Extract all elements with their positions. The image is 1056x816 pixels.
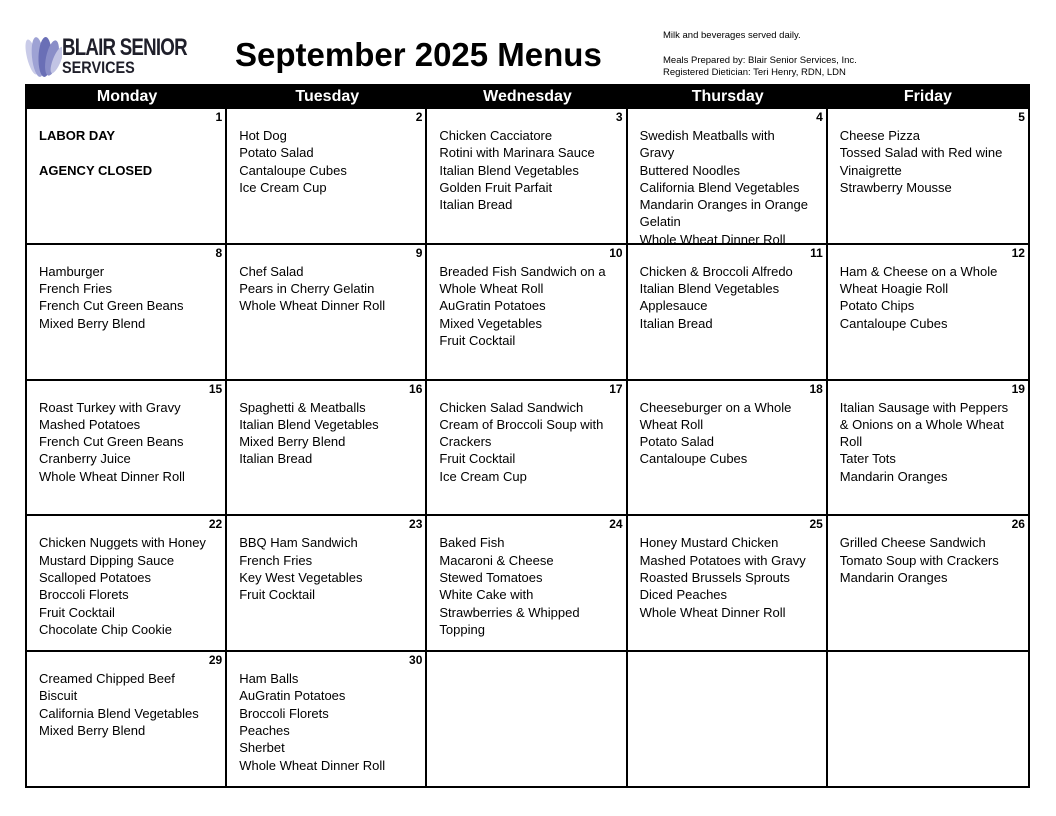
menu-item-list (640, 399, 822, 468)
menu-item: Ice Cream Cup (239, 179, 327, 195)
menu-item-list (439, 534, 621, 638)
menu-item: Ham Balls (239, 671, 299, 687)
page-title: September 2025 Menus (235, 36, 602, 73)
menu-item: Chicken & Broccoli Alfredo (639, 263, 793, 279)
menu-item: Creamed Chipped Beef (39, 671, 175, 687)
calendar-day-cell (27, 379, 227, 515)
menu-item-list (439, 127, 621, 213)
menu-item: Crackers (439, 434, 492, 450)
day-number: 30 (409, 653, 423, 668)
menu-item: Chocolate Chip Cookie (39, 621, 172, 637)
day-number: 12 (1011, 245, 1025, 260)
menu-item: Honey Mustard Chicken (639, 535, 779, 551)
day-number: 22 (208, 517, 223, 532)
menu-item-list (840, 399, 1024, 485)
calendar-day-cell (828, 514, 1028, 650)
menu-calendar (25, 84, 1030, 788)
menu-item: Roast Turkey with Gravy (39, 399, 181, 415)
menu-item: Wheat Roll (639, 416, 704, 432)
menu-item: Cranberry Juice (39, 451, 131, 467)
menu-item-list (239, 263, 421, 315)
menu-item: French Fries (239, 552, 313, 568)
day-number: 4 (816, 110, 823, 124)
menu-item: White Cake with (439, 587, 534, 603)
menu-item-list (39, 670, 221, 739)
weekday-header-wednesday: Wednesday (427, 86, 627, 107)
weekday-header-monday: Monday (27, 86, 227, 107)
menu-item: Tossed Salad with Red wine (839, 145, 1003, 161)
menu-item: Buttered Noodles (639, 162, 741, 178)
menu-item: Strawberries & Whipped (439, 604, 580, 620)
menu-item: Macaroni & Cheese (439, 552, 554, 568)
calendar-day-cell (628, 107, 828, 243)
menu-item: Spaghetti & Meatballs (239, 399, 366, 415)
calendar-day-cell (227, 243, 427, 379)
menu-item-list (640, 127, 822, 243)
menu-item: Stewed Tomatoes (439, 569, 543, 585)
closure-text: LABOR DAY (39, 128, 116, 143)
menu-item: Whole Wheat Dinner Roll (239, 298, 386, 314)
calendar-day-cell (828, 650, 1028, 786)
menu-item: French Cut Green Beans (39, 298, 184, 314)
menu-item-list (39, 399, 221, 485)
day-number: 8 (215, 245, 223, 260)
menu-item: Italian Bread (439, 197, 513, 213)
menu-item: Cheeseburger on a Whole (639, 399, 792, 415)
menu-item-list (239, 127, 421, 196)
day-number: 25 (809, 517, 823, 532)
lotus-logo-icon (24, 33, 62, 79)
menu-item: Cantaloupe Cubes (639, 451, 748, 467)
closure-text: AGENCY CLOSED (39, 163, 153, 179)
logo-text-primary: BLAIR SENIOR (62, 34, 187, 61)
menu-item-list (640, 534, 822, 620)
menu-item: Fruit Cocktail (39, 604, 115, 620)
menu-item: Breaded Fish Sandwich on a (439, 263, 606, 279)
calendar-day-cell (227, 650, 427, 786)
menu-item: Biscuit (39, 688, 78, 704)
menu-item: California Blend Vegetables (639, 179, 800, 195)
menu-item: Cheese Pizza (839, 128, 921, 143)
menu-item: Hot Dog (239, 128, 287, 143)
menu-item: Roasted Brussels Sprouts (639, 569, 790, 585)
menu-item-list (239, 670, 421, 774)
menu-item: BBQ Ham Sandwich (239, 535, 358, 551)
menu-item: Golden Fruit Parfait (439, 179, 553, 195)
menu-item: Mandarin Oranges (839, 569, 948, 585)
weekday-header-thursday: Thursday (628, 86, 828, 107)
menu-item: Cantaloupe Cubes (239, 162, 347, 178)
menu-item: Chicken Nuggets with Honey (39, 535, 206, 551)
menu-item: Italian Blend Vegetables (439, 162, 579, 178)
menu-item: Ice Cream Cup (439, 468, 527, 484)
menu-item: Strawberry Mousse (839, 179, 952, 195)
menu-item: Hamburger (39, 263, 105, 279)
menu-item: Rotini with Marinara Sauce (439, 145, 595, 161)
calendar-day-cell (227, 107, 427, 243)
menu-item: Fruit Cocktail (439, 332, 516, 348)
menu-item: Vinaigrette (839, 162, 902, 178)
menu-item: French Cut Green Beans (39, 434, 184, 450)
day-number: 26 (1011, 517, 1025, 532)
menu-item-list (439, 263, 621, 349)
day-number: 18 (809, 381, 823, 396)
logo-text-secondary: SERVICES (62, 58, 135, 77)
menu-item: Diced Peaches (639, 587, 728, 603)
day-number: 15 (208, 381, 223, 396)
calendar-day-cell (427, 107, 627, 243)
menu-item: Whole Wheat Dinner Roll (239, 757, 386, 773)
menu-item: Mixed Berry Blend (39, 315, 146, 331)
calendar-day-cell (427, 650, 627, 786)
menu-item: Baked Fish (439, 535, 505, 551)
calendar-day-cell (227, 379, 427, 515)
menu-item: Whole Wheat Dinner Roll (639, 231, 786, 243)
menu-item: Chicken Cacciatore (439, 128, 553, 143)
menu-item: Chef Salad (239, 263, 304, 279)
logo (24, 33, 204, 79)
menu-item-list (840, 263, 1024, 332)
day-number: 11 (810, 245, 823, 260)
menu-item-list (439, 399, 621, 485)
menu-item-list (239, 534, 421, 603)
menu-item-list (840, 127, 1024, 196)
menu-item: Roll (839, 434, 863, 450)
day-number: 16 (409, 381, 423, 396)
menu-item: Broccoli Florets (239, 705, 329, 721)
menu-item: Mandarin Oranges in Orange (639, 197, 808, 213)
closure-notice (39, 127, 221, 180)
menu-item: Fruit Cocktail (439, 451, 516, 467)
calendar-day-cell (427, 514, 627, 650)
calendar-day-cell (628, 243, 828, 379)
day-number: 19 (1011, 381, 1025, 396)
calendar-day-cell (27, 243, 227, 379)
day-number: 9 (415, 245, 423, 260)
menu-item: Tomato Soup with Crackers (839, 552, 999, 568)
menu-item-list (640, 263, 822, 332)
menu-item: Scalloped Potatoes (39, 569, 152, 585)
menu-item: Grilled Cheese Sandwich (839, 535, 986, 551)
calendar-day-cell (427, 243, 627, 379)
day-number: 23 (409, 517, 423, 532)
menu-item: Whole Wheat Dinner Roll (639, 604, 786, 620)
menu-item-list (840, 534, 1024, 586)
menu-item: AuGratin Potatoes (439, 298, 546, 314)
calendar-day-cell (828, 379, 1028, 515)
header-notes (663, 30, 857, 80)
menu-item: Potato Chips (839, 298, 915, 314)
day-number: 10 (609, 245, 623, 260)
menu-item: Chicken Salad Sandwich (439, 399, 584, 415)
day-number: 2 (415, 110, 423, 124)
menu-item: Mustard Dipping Sauce (39, 552, 175, 568)
prepared-by-note: Meals Prepared by: Blair Senior Services, Inc. (663, 54, 857, 66)
menu-item: Wheat Hoagie Roll (839, 281, 949, 297)
day-number: 17 (609, 381, 623, 396)
calendar-day-cell (227, 514, 427, 650)
day-number: 1 (215, 110, 223, 124)
menu-item: Mixed Vegetables (439, 315, 543, 331)
calendar-day-cell (27, 514, 227, 650)
menu-item: Italian Sausage with Peppers (839, 399, 1009, 415)
calendar-day-cell (427, 379, 627, 515)
menu-item-list (39, 263, 221, 332)
menu-item: Potato Salad (639, 434, 715, 450)
day-number: 5 (1018, 110, 1025, 124)
menu-item: Italian Bread (639, 315, 713, 331)
calendar-day-cell (628, 514, 828, 650)
menu-item: Applesauce (639, 298, 708, 314)
menu-item: Mandarin Oranges (839, 468, 948, 484)
day-number: 3 (615, 110, 623, 124)
menu-item: Mashed Potatoes (39, 416, 141, 432)
menu-item: Gravy (639, 145, 675, 161)
menu-item-list (39, 534, 221, 638)
calendar-day-cell (828, 107, 1028, 243)
beverages-note: Milk and beverages served daily. (663, 30, 801, 41)
day-number: 29 (208, 653, 223, 668)
menu-item: California Blend Vegetables (39, 705, 199, 721)
menu-item: Whole Wheat Roll (439, 281, 544, 297)
menu-item: Italian Bread (239, 451, 313, 467)
menu-item: Potato Salad (239, 145, 314, 161)
calendar-day-cell (628, 650, 828, 786)
menu-item: Mixed Berry Blend (39, 723, 146, 739)
menu-item: Sherbet (239, 740, 285, 756)
menu-item: Swedish Meatballs with (639, 128, 775, 143)
menu-item: Fruit Cocktail (239, 587, 316, 603)
calendar-day-cell (27, 107, 227, 243)
menu-item: Broccoli Florets (39, 587, 129, 603)
menu-item: Mashed Potatoes with Gravy (639, 552, 806, 568)
weekday-header-tuesday: Tuesday (227, 86, 427, 107)
menu-item: Whole Wheat Dinner Roll (39, 468, 185, 484)
menu-item: Mixed Berry Blend (239, 434, 346, 450)
day-number: 24 (609, 517, 623, 532)
weekday-header-friday: Friday (828, 86, 1028, 107)
menu-item: French Fries (39, 281, 112, 297)
menu-item: Italian Blend Vegetables (639, 281, 780, 297)
menu-item: Pears in Cherry Gelatin (239, 281, 375, 297)
menu-item-list (239, 399, 421, 468)
menu-item: Gelatin (639, 214, 681, 230)
menu-item: & Onions on a Whole Wheat (839, 416, 1004, 432)
calendar-day-cell (27, 650, 227, 786)
dietician-note: Registered Dietician: Teri Henry, RDN, LDN (663, 67, 846, 78)
menu-item: Cream of Broccoli Soup with (439, 416, 604, 432)
menu-item: Cantaloupe Cubes (839, 315, 948, 331)
calendar-day-cell (628, 379, 828, 515)
calendar-day-cell (828, 243, 1028, 379)
menu-item: Peaches (239, 723, 290, 739)
menu-item: Key West Vegetables (239, 569, 363, 585)
menu-item: Ham & Cheese on a Whole (839, 263, 998, 279)
menu-item: Italian Blend Vegetables (239, 416, 379, 432)
menu-item: Topping (439, 621, 485, 637)
menu-item: AuGratin Potatoes (239, 688, 346, 704)
menu-item: Tater Tots (839, 451, 896, 467)
